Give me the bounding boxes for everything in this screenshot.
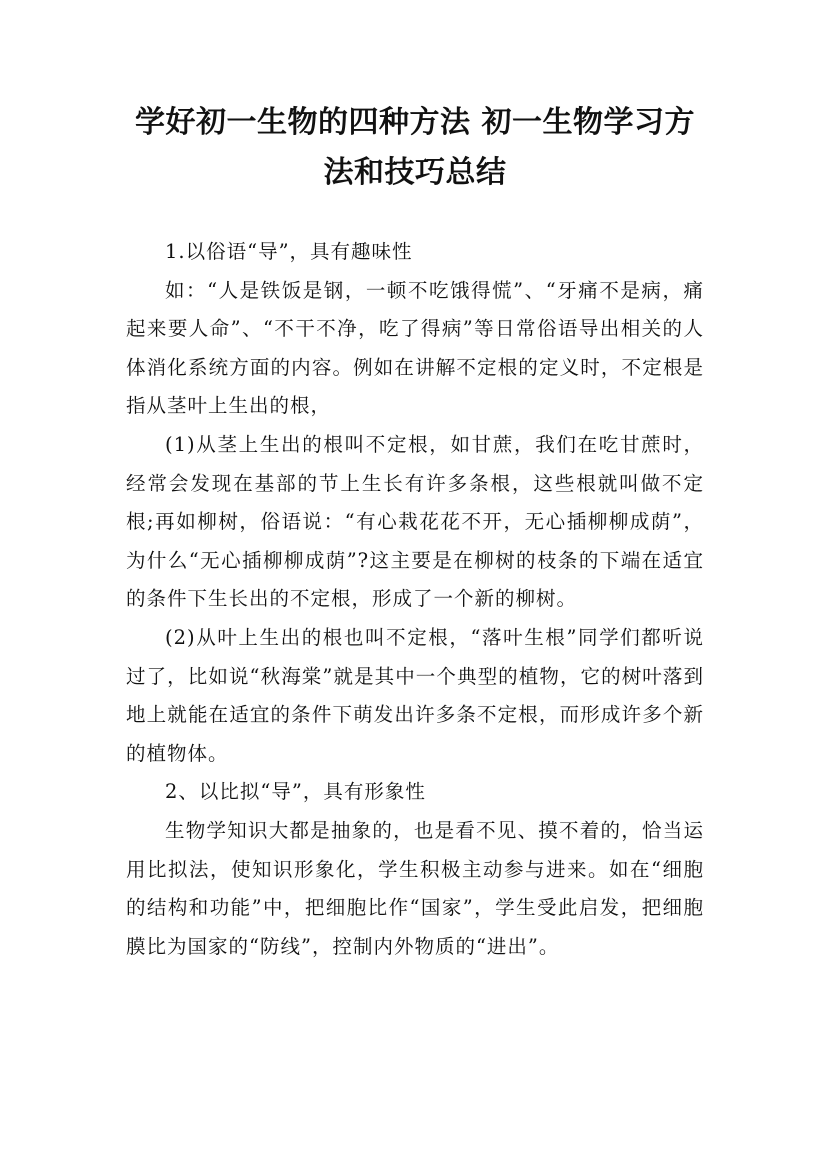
paragraph-proverb-examples: 如：“人是铁饭是钢，一顿不吃饿得慌”、“牙痛不是病，痛起来要人命”、“不干不净，吃了得病”等日常俗语导出相关的人体消化系统方面的内容。例如在讲解不定根的定义时，不定根是指从茎叶上生出的根，: [126, 278, 704, 418]
paragraph-analogy: 生物学知识大都是抽象的，也是看不见、摸不着的，恰当运用比拟法，使知识形象化，学生积极主动参与进来。如在“细胞的结构和功能”中，把细胞比作“国家”，学生受此启发，把细胞膜比为国家的“防线”，控制内外物质的“进出”。: [126, 818, 704, 958]
paragraph-stem-roots: (1)从茎上生出的根叫不定根，如甘蔗，我们在吃甘蔗时，经常会发现在基部的节上生长有许多条根，这些根就叫做不定根;再如柳树，俗语说：“有心栽花花不开，无心插柳柳成荫”，为什么“无心插柳柳成荫”?这主要是在柳树的枝条的下端在适宜的条件下生长出的不定根，形成了一个新的柳树。: [126, 432, 704, 611]
document-body: [126, 233, 704, 966]
section-heading-1: 1.以俗语“导”，具有趣味性: [165, 240, 413, 263]
section-heading-2: 2、以比拟“导”，具有形象性: [165, 780, 426, 804]
paragraph-leaf-roots: (2)从叶上生出的根也叫不定根，“落叶生根”同学们都听说过了，比如说“秋海棠”就是其中一个典型的植物，它的树叶落到地上就能在适宜的条件下萌发出许多条不定根，而形成许多个新的植物体。: [126, 625, 704, 765]
document-title: 学好初一生物的四种方法 初一生物学习方法和技巧总结: [135, 105, 695, 190]
